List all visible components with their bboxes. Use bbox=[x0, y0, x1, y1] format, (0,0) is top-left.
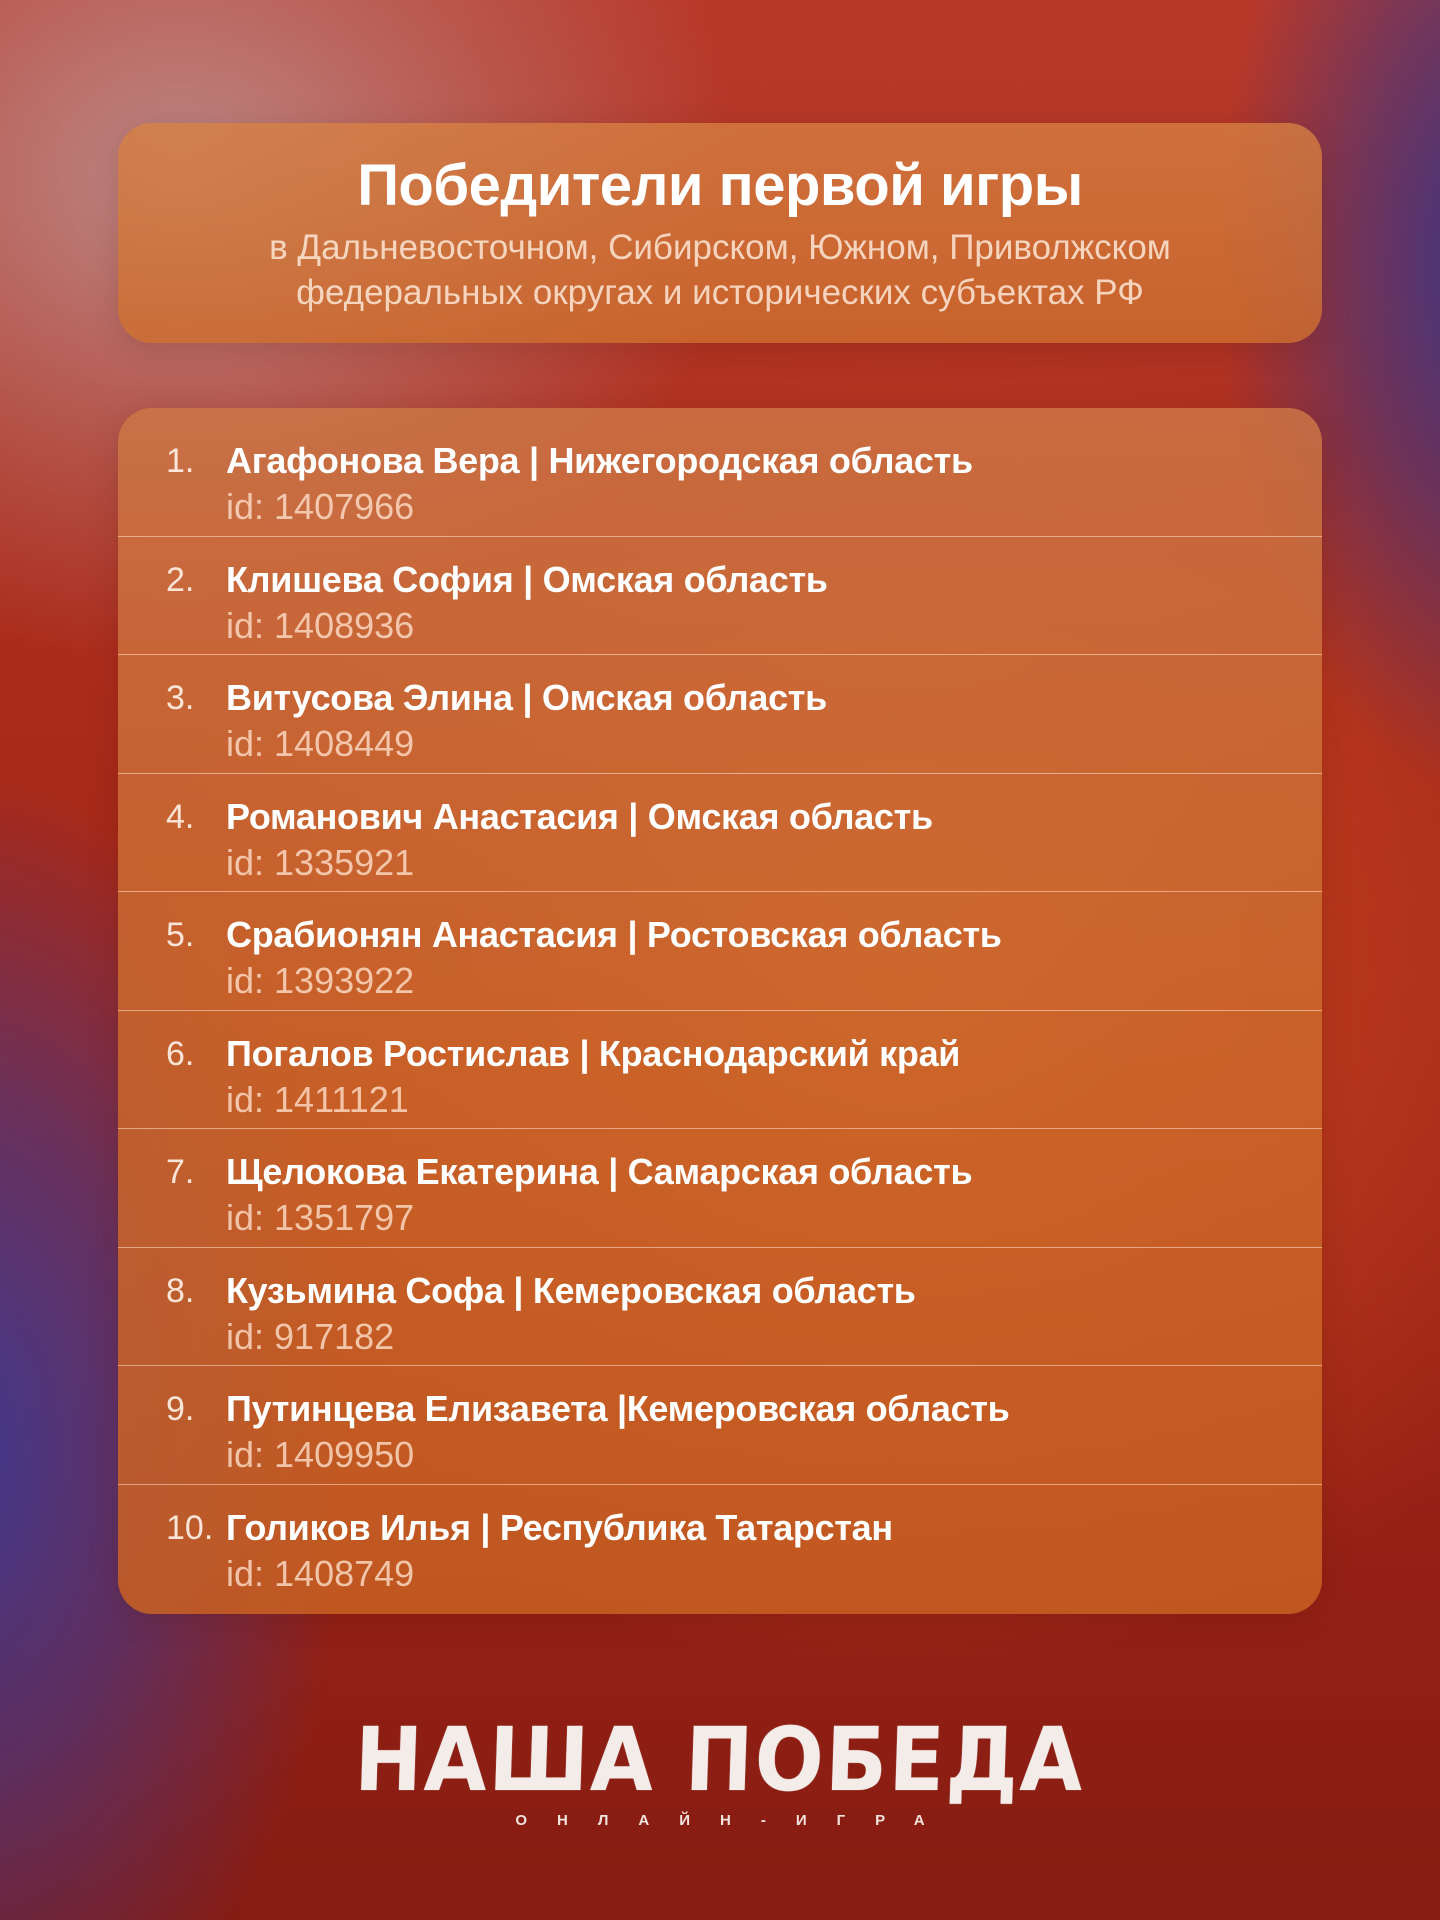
rank-number: 5. bbox=[166, 916, 195, 954]
rank-number: 7. bbox=[166, 1153, 195, 1191]
rank-number: 1. bbox=[166, 442, 195, 480]
winner-id: id: 1407966 bbox=[226, 486, 415, 527]
list-item bbox=[118, 655, 1322, 774]
page-subtitle bbox=[118, 225, 1322, 315]
winner-id: id: 1408936 bbox=[226, 604, 415, 646]
rank-number: 9. bbox=[166, 1390, 195, 1428]
list-item bbox=[118, 1485, 1322, 1603]
list-item bbox=[118, 1129, 1322, 1248]
rank-number: 3. bbox=[166, 679, 195, 717]
winner-name-region: Клишева София | Омская область bbox=[226, 558, 828, 600]
list-item bbox=[118, 1366, 1322, 1485]
winner-id: id: 1393922 bbox=[226, 960, 415, 1001]
winner-name-region: Агафонова Вера | Нижегородская область bbox=[226, 440, 973, 481]
winner-name-region: Витусова Элина | Омская область bbox=[226, 677, 827, 718]
list-item bbox=[118, 1248, 1322, 1367]
logo-wordmark: НАША ПОБЕДА bbox=[353, 1708, 1087, 1811]
winner-id: id: 1409950 bbox=[226, 1434, 415, 1475]
winner-id: id: 1411121 bbox=[226, 1078, 409, 1120]
winners-list bbox=[118, 418, 1322, 1602]
list-item bbox=[118, 774, 1322, 893]
winner-id: id: 1408749 bbox=[226, 1552, 415, 1594]
header-card bbox=[118, 123, 1322, 343]
winner-id: id: 1335921 bbox=[226, 841, 415, 883]
rank-number: 2. bbox=[166, 560, 195, 599]
logo-tagline: ОНЛАЙН-ИГРА bbox=[515, 1812, 955, 1829]
winners-card bbox=[118, 408, 1322, 1614]
winner-name-region: Погалов Ростислав | Краснодарский край bbox=[226, 1032, 961, 1074]
subtitle-line-2: федеральных округах и исторических субъектах РФ bbox=[296, 273, 1144, 312]
rank-number: 6. bbox=[166, 1034, 195, 1073]
winner-id: id: 1351797 bbox=[226, 1197, 415, 1238]
brand-logo bbox=[0, 1708, 1440, 1829]
winner-name-region: Срабионян Анастасия | Ростовская область bbox=[226, 914, 1002, 955]
winner-name-region: Путинцева Елизавета |Кемеровская область bbox=[226, 1388, 1010, 1429]
page-title: Победители первой игры bbox=[357, 153, 1083, 218]
list-item bbox=[118, 1011, 1322, 1130]
rank-number: 10. bbox=[166, 1508, 214, 1547]
winner-id: id: 1408449 bbox=[226, 723, 415, 764]
winner-name-region: Романович Анастасия | Омская область bbox=[226, 795, 933, 837]
winner-id: id: 917182 bbox=[226, 1315, 395, 1357]
subtitle-line-1: в Дальневосточном, Сибирском, Южном, Приволжском bbox=[269, 228, 1171, 267]
rank-number: 8. bbox=[166, 1271, 195, 1310]
list-item bbox=[118, 418, 1322, 537]
winner-name-region: Кузьмина Софа | Кемеровская область bbox=[226, 1269, 916, 1311]
winner-name-region: Голиков Илья | Республика Татарстан bbox=[226, 1506, 893, 1548]
rank-number: 4. bbox=[166, 797, 195, 836]
list-item bbox=[118, 537, 1322, 656]
list-item bbox=[118, 892, 1322, 1011]
winner-name-region: Щелокова Екатерина | Самарская область bbox=[226, 1151, 973, 1192]
